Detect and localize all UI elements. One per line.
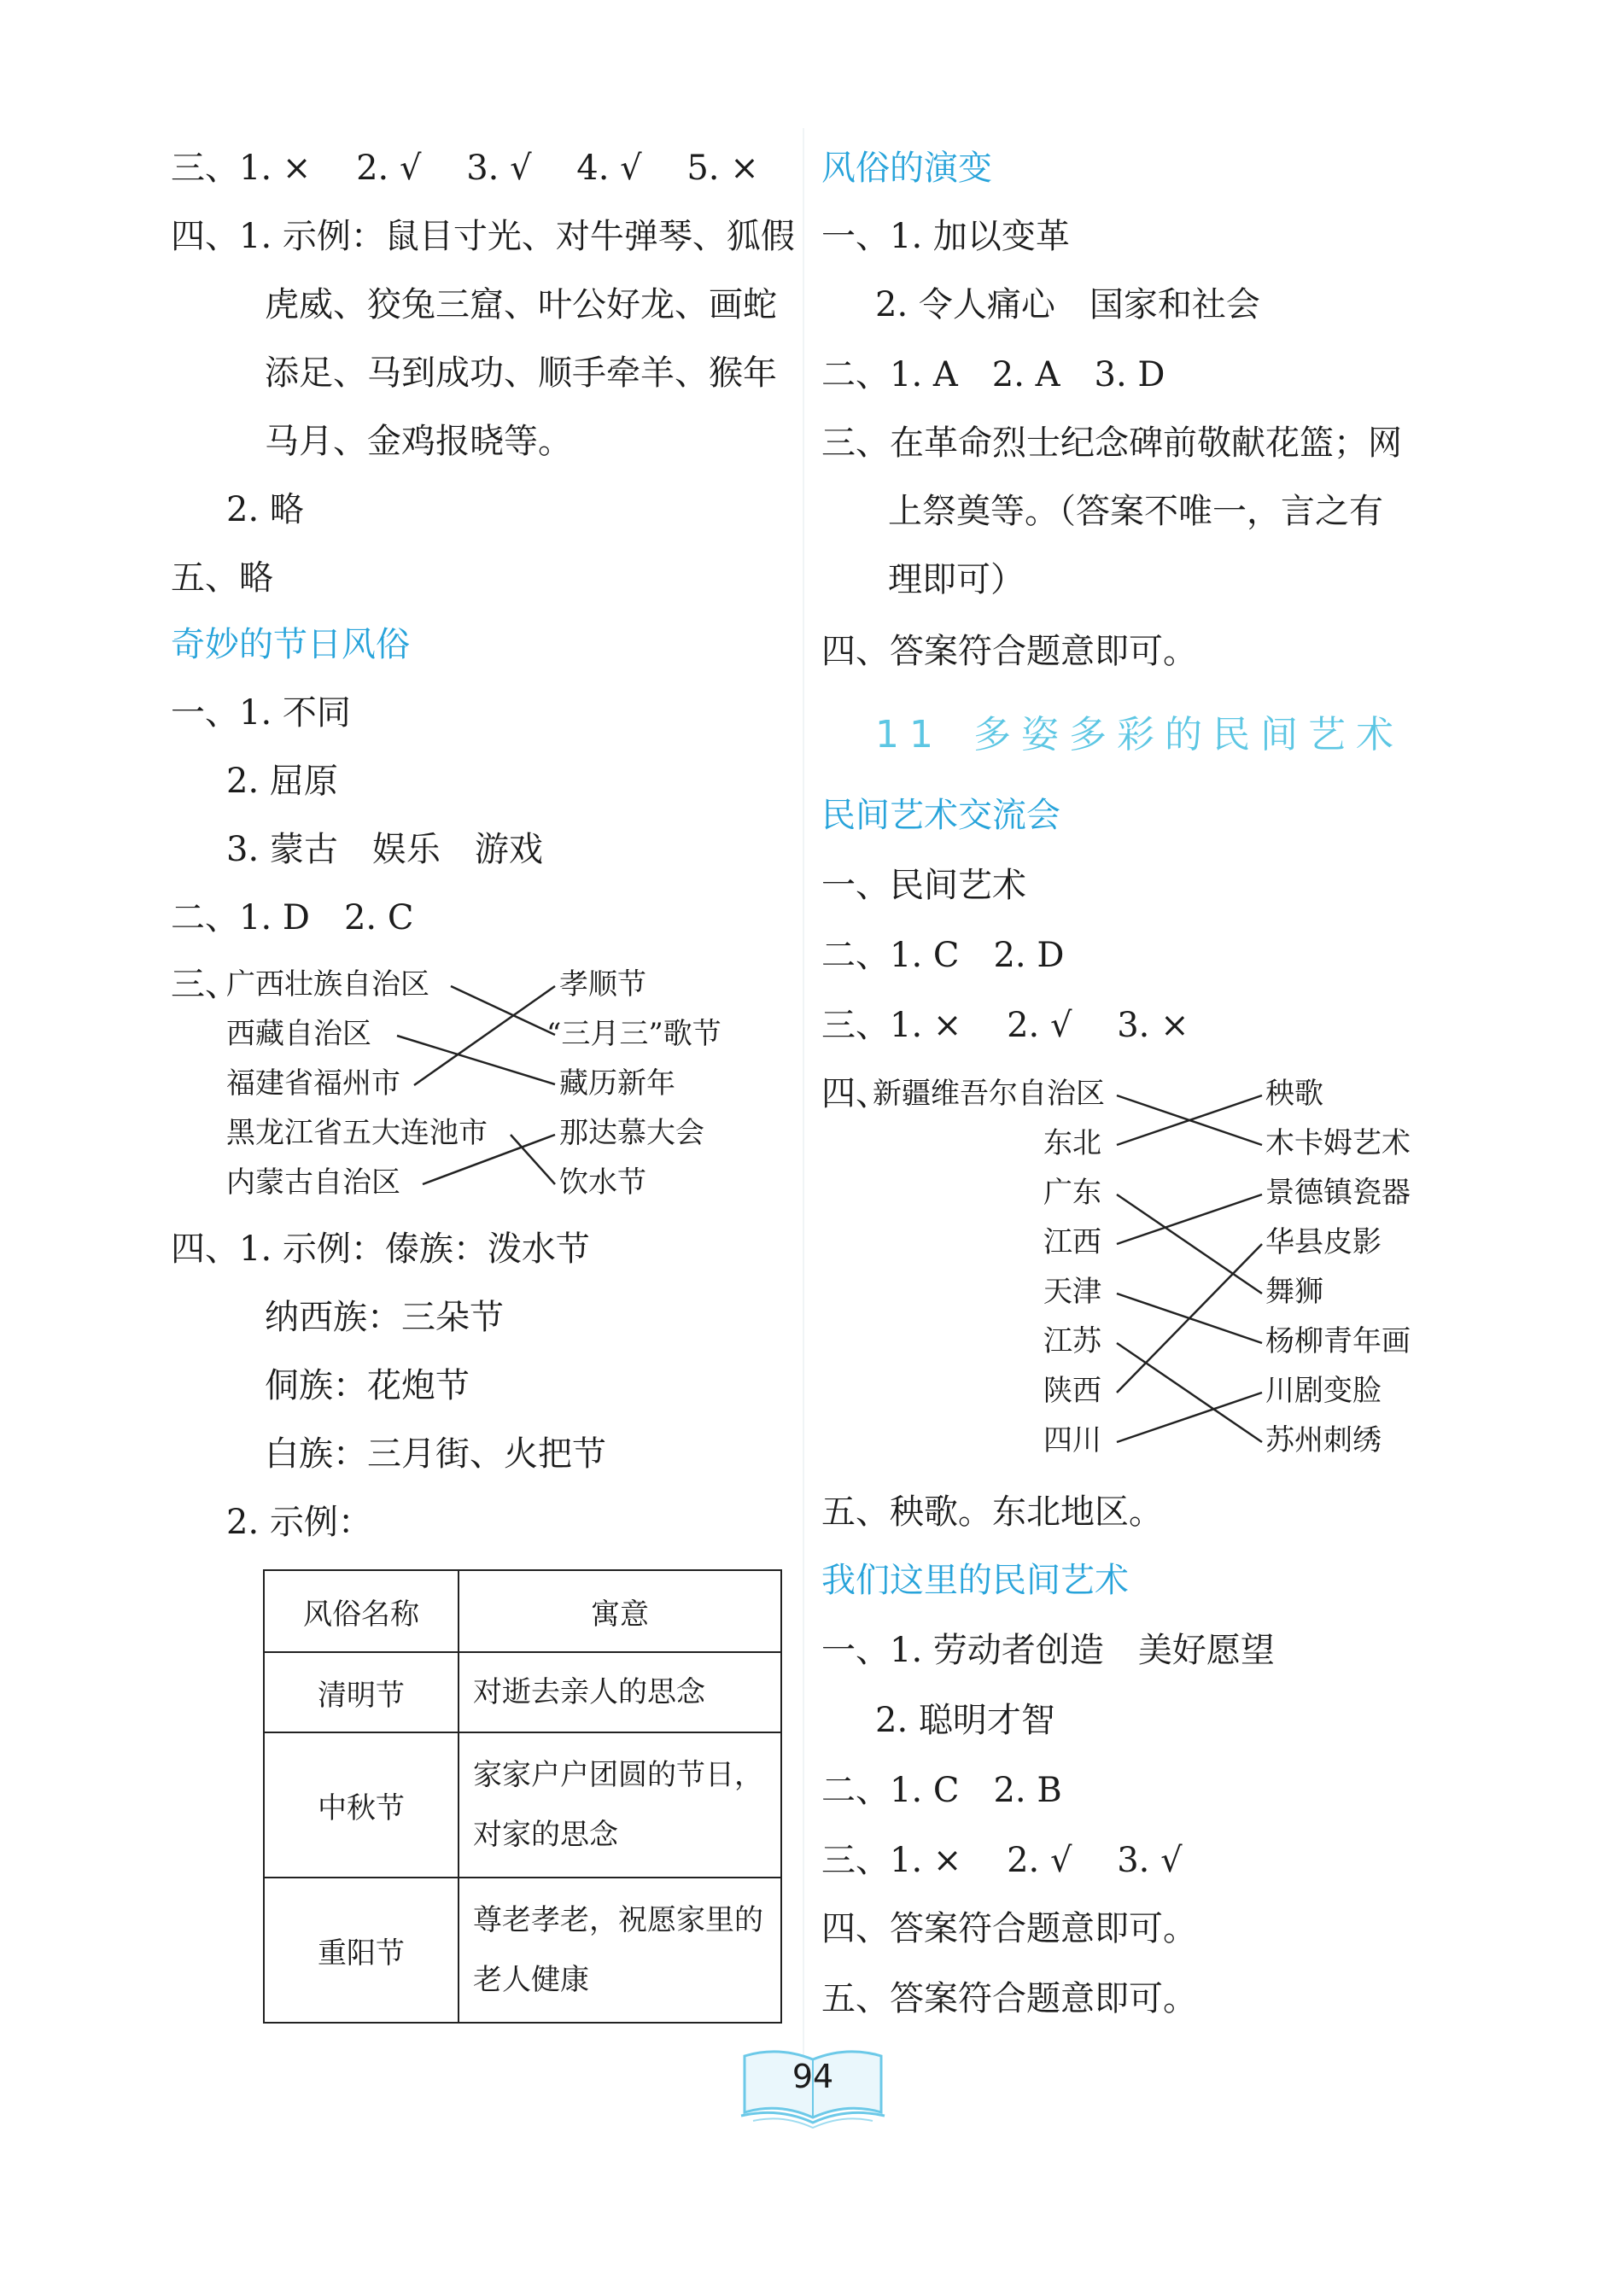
match-right-item: 秧歌 — [1265, 1077, 1323, 1111]
answer-line: 一、1. 加以变革 — [821, 217, 1070, 256]
answer-line: 三、在革命烈士纪念碑前敬献花篮；网 — [821, 423, 1402, 463]
match-right-item: 饮水节 — [559, 1165, 646, 1200]
answer-line: 2. 聪明才智 — [875, 1701, 1055, 1740]
match-right-item: 藏历新年 — [559, 1066, 675, 1101]
match-left-item: 新疆维吾尔自治区 — [873, 1077, 1105, 1111]
answer-line: 理即可） — [888, 560, 1025, 599]
answer-line: 五、略 — [171, 558, 273, 598]
match-right-item: 那达慕大会 — [559, 1116, 704, 1150]
page-number: 94 — [792, 2058, 834, 2095]
match-left-item: 天津 — [1043, 1275, 1101, 1309]
answer-line: 添足、马到成功、顺手牵羊、猴年 — [265, 353, 777, 393]
unit-title: 多姿多彩的民间艺术 — [973, 713, 1404, 756]
table-cell-meaning: 家家户户团圆的节日，对家的思念 — [459, 1732, 781, 1878]
table-header-cell: 风俗名称 — [264, 1570, 459, 1652]
match-prefix: 四、 — [821, 1074, 890, 1113]
table-cell-name: 重阳节 — [264, 1878, 459, 2023]
match-right-item: 苏州刺绣 — [1265, 1423, 1382, 1457]
answer-line: 二、1. C 2. B — [821, 1771, 1062, 1810]
answer-line: 五、秧歌。东北地区。 — [821, 1492, 1163, 1532]
match-line — [451, 986, 555, 1035]
page-number-badge — [736, 2039, 890, 2133]
match-right-item: “三月三”歌节 — [546, 1017, 721, 1051]
answer-line: 三、1. × 2. √ 3. × — [821, 1006, 1189, 1045]
match-line — [1117, 1244, 1262, 1393]
match-left-item: 四川 — [1043, 1423, 1101, 1457]
match-left-item: 江苏 — [1043, 1324, 1101, 1358]
answer-line: 3. 蒙古 娱乐 游戏 — [226, 830, 543, 869]
match-left-item: 黑龙江省五大连池市 — [226, 1116, 488, 1150]
answer-line: 四、答案符合题意即可。 — [821, 1909, 1197, 1948]
match-right-item: 杨柳青年画 — [1265, 1324, 1411, 1358]
answer-line: 四、答案符合题意即可。 — [821, 632, 1197, 671]
answer-line: 2. 令人痛心 国家和社会 — [875, 285, 1260, 324]
match-right-item: 孝顺节 — [559, 967, 646, 1002]
section-heading: 民间艺术交流会 — [821, 796, 1060, 835]
answer-line: 2. 示例： — [226, 1503, 372, 1542]
answer-line: 一、1. 劳动者创造 美好愿望 — [821, 1631, 1275, 1670]
answer-line: 侗族：花炮节 — [265, 1366, 470, 1405]
answer-line: 三、1. × 2. √ 3. √ — [821, 1841, 1183, 1880]
match-line — [1117, 1194, 1262, 1244]
answer-line: 2. 略 — [226, 490, 304, 529]
answer-line: 五、答案符合题意即可。 — [821, 1979, 1197, 2018]
match-right-item: 川剧变脸 — [1265, 1374, 1382, 1408]
answer-line: 纳西族：三朵节 — [265, 1298, 504, 1337]
answer-line: 二、1. A 2. A 3. D — [821, 355, 1165, 394]
answer-line: 四、1. 示例：傣族：泼水节 — [171, 1229, 590, 1269]
match-left-item: 内蒙古自治区 — [226, 1165, 400, 1200]
section-heading: 奇妙的节日风俗 — [171, 625, 410, 664]
section-heading: 风俗的演变 — [821, 149, 992, 188]
answer-line: 2. 屈原 — [226, 762, 338, 801]
match-right-item: 舞狮 — [1265, 1275, 1323, 1309]
match-left-item: 广西壮族自治区 — [226, 967, 429, 1002]
table-cell-name: 清明节 — [264, 1652, 459, 1732]
table-header-cell: 寓意 — [459, 1570, 781, 1652]
answer-line: 三、1. × 2. √ 3. √ 4. √ 5. × — [171, 149, 759, 188]
match-left-item: 福建省福州市 — [226, 1066, 400, 1101]
answer-line: 白族：三月街、火把节 — [265, 1434, 606, 1474]
answer-line: 虎威、狡兔三窟、叶公好龙、画蛇 — [265, 285, 777, 324]
match-left-item: 江西 — [1043, 1225, 1101, 1259]
match-right-item: 景德镇瓷器 — [1265, 1176, 1411, 1210]
answer-line: 一、1. 不同 — [171, 693, 351, 733]
match-line — [1117, 1343, 1262, 1442]
answer-line: 一、民间艺术 — [821, 866, 1026, 905]
match-left-item: 陕西 — [1043, 1374, 1101, 1408]
match-prefix: 三、 — [171, 965, 239, 1004]
answer-line: 马月、金鸡报晓等。 — [265, 422, 572, 461]
match-line — [1117, 1393, 1262, 1442]
match-left-item: 东北 — [1043, 1126, 1101, 1160]
match-right-item: 华县皮影 — [1265, 1225, 1382, 1259]
answer-line: 二、1. D 2. C — [171, 898, 414, 937]
table-cell-name: 中秋节 — [264, 1732, 459, 1878]
answer-line: 二、1. C 2. D — [821, 936, 1065, 975]
unit-number: 11 — [875, 713, 943, 756]
match-left-item: 广东 — [1043, 1176, 1101, 1210]
match-right-item: 木卡姆艺术 — [1265, 1126, 1411, 1160]
section-heading: 我们这里的民间艺术 — [821, 1561, 1129, 1600]
table-cell-meaning: 对逝去亲人的思念 — [459, 1652, 781, 1732]
answer-line: 四、1. 示例：鼠目寸光、对牛弹琴、狐假 — [171, 217, 795, 256]
match-line — [423, 1135, 555, 1184]
answer-line: 上祭奠等。（答案不唯一，言之有 — [888, 492, 1383, 531]
match-left-item: 西藏自治区 — [226, 1017, 371, 1051]
table-cell-meaning: 尊老孝老，祝愿家里的老人健康 — [459, 1878, 781, 2023]
match-line — [1117, 1194, 1262, 1294]
